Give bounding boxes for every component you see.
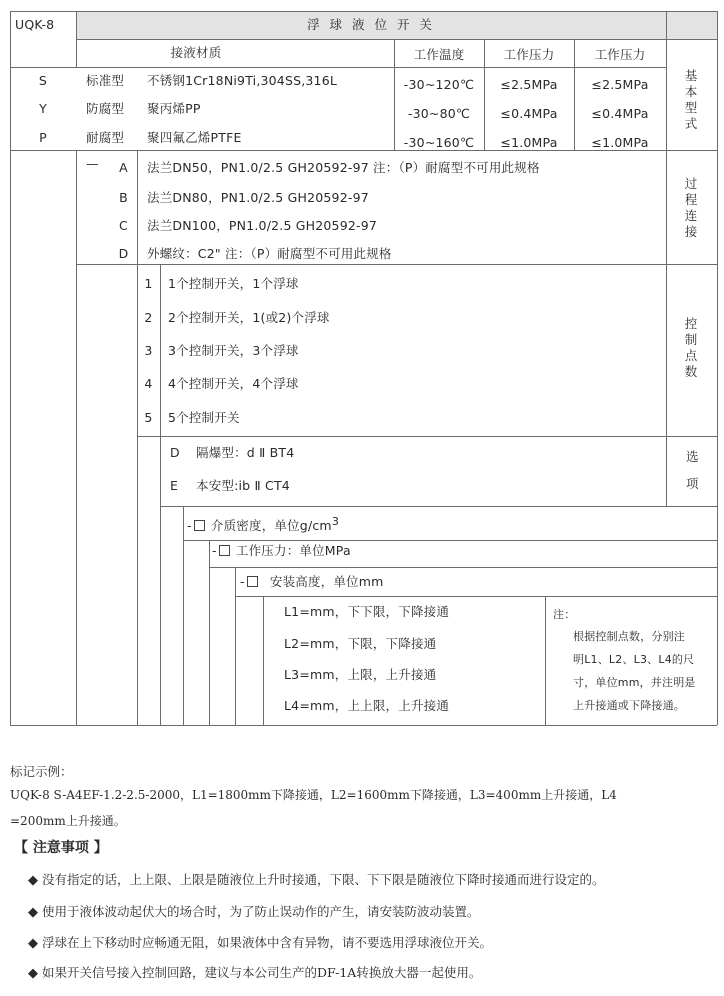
basic-p2-p: ≤1.0MPa [591,135,649,150]
basic-p1-y: ≤0.4MPa [500,106,558,121]
basic-p2-y: ≤0.4MPa [591,106,649,121]
process-code-a: A [119,160,128,175]
process-text-a: 法兰DN50，PN1.0/2.5 GH20592-97 注：（P）耐腐型不可用此规格 [147,160,540,175]
basic-code-y: Y [39,101,47,116]
model-code: UQK-8 [15,17,55,32]
pressure-box [219,545,230,556]
example-line-1: UQK-8 S-A4EF-1.2-2.5-2000，L1=1800mm下降接通，L2=1600mm下降接通，L3=400mm上升接通，L4 [10,788,617,802]
basic-material-s: 不锈钢1Cr18Ni9Ti,304SS,316L [147,73,338,88]
option-text-d: 隔爆型：d Ⅱ BT4 [196,445,295,460]
density-row [187,514,339,534]
option-text-e: 本安型:ib Ⅱ CT4 [196,478,290,493]
header-pressure-1: 工作压力 [503,47,555,62]
basic-temp-s: -30~120℃ [403,77,475,92]
note-item-4 [28,964,481,983]
control-code-3: 3 [144,343,153,358]
example-line-2: =200mm上升接通。 [10,814,126,828]
density-sup: 3 [331,515,340,528]
note-item-1 [28,871,605,890]
density-text: 介质密度，单位g/cm [210,518,332,534]
control-label: 控制点数 [684,316,698,379]
basic-type-label: 基本型式 [684,68,698,131]
example-title: 标记示例： [10,764,73,779]
level-note-title: 注： [553,608,576,621]
basic-name-s: 标准型 [86,73,125,88]
basic-p1-p: ≤1.0MPa [500,135,558,150]
pressure-prefix: - [212,543,217,558]
process-code-c: C [119,218,128,233]
level-note-line-1: 根据控制点数，分别注 [573,630,685,643]
process-label: 过程连接 [684,176,698,239]
height-box [247,576,258,587]
header-temp: 工作温度 [413,47,465,62]
note-text-3: 浮球在上下移动时应畅通无阻，如果液体中含有异物，请不要选用浮球液位开关。 [42,935,493,950]
process-code-b: B [119,190,128,205]
basic-p1-s: ≤2.5MPa [500,77,558,92]
process-text-c: 法兰DN100，PN1.0/2.5 GH20592-97 [147,218,378,233]
basic-temp-y: -30~80℃ [407,106,471,121]
control-code-5: 5 [144,410,153,425]
basic-temp-p: -30~160℃ [403,135,475,150]
control-text-3: 3个控制开关，3个浮球 [168,343,299,358]
basic-material-p: 聚四氟乙烯PTFE [147,130,242,145]
level-note-line-3: 寸，单位mm，并注明是 [573,676,696,689]
process-dash: — [86,156,99,171]
level-l2: L2=mm，下限，下降接通 [284,636,437,651]
diamond-bullet-icon: ◆ [28,966,38,981]
header-material: 接液材质 [170,45,222,60]
height-prefix: - [240,574,245,589]
diamond-bullet-icon: ◆ [28,873,38,888]
control-text-1: 1个控制开关，1个浮球 [168,276,299,291]
control-code-4: 4 [144,376,153,391]
note-text-2: 使用于液体波动起伏大的场合时，为了防止误动作的产生，请安装防波动装置。 [42,904,480,919]
density-prefix: - [187,518,192,534]
basic-material-y: 聚丙烯PP [147,101,201,116]
height-row [240,574,384,590]
control-code-1: 1 [144,276,153,291]
control-text-2: 2个控制开关，1(或2)个浮球 [168,310,330,325]
basic-code-p: P [39,130,47,145]
option-code-e: E [170,478,179,493]
process-code-d: D [118,246,129,261]
control-text-5: 5个控制开关 [168,410,240,425]
option-code-d: D [170,445,180,460]
basic-name-p: 耐腐型 [86,130,125,145]
level-note-line-4: 上升接通或下降接通。 [573,699,685,712]
note-text-4: 如果开关信号接入控制回路，建议与本公司生产的DF-1A转换放大器一起使用。 [42,965,482,980]
diamond-bullet-icon: ◆ [28,936,38,951]
diamond-bullet-icon: ◆ [28,905,38,920]
process-text-d: 外螺纹：C2" 注：（P）耐腐型不可用此规格 [147,246,392,261]
note-text-1: 没有指定的话，上上限、上限是随液位上升时接通，下限、下下限是随液位下降时接通而进行设定的。 [42,872,605,887]
control-text-4: 4个控制开关，4个浮球 [168,376,299,391]
height-text: 安装高度，单位mm [269,574,384,589]
basic-code-s: S [38,73,48,88]
basic-p2-s: ≤2.5MPa [591,77,649,92]
table-title: 浮 球 液 位 开 关 [307,17,435,32]
level-l4: L4=mm，上上限，上升接通 [284,698,450,713]
notes-heading: 【 注意事项 】 [14,840,108,856]
level-l3: L3=mm，上限，上升接通 [284,667,437,682]
pressure-row [212,543,351,559]
pressure-text: 工作压力：单位MPa [235,543,351,558]
process-text-b: 法兰DN80，PN1.0/2.5 GH20592-97 [147,190,369,205]
header-pressure-2: 工作压力 [594,47,646,62]
control-code-2: 2 [144,310,153,325]
options-label-1: 选 [686,449,699,464]
level-l1: L1=mm，下下限，下降接通 [284,604,450,619]
level-note-line-2: 明L1、L2、L3、L4的尺 [573,653,695,666]
density-box [194,520,205,531]
options-label-2: 项 [686,476,699,491]
note-item-2 [28,903,480,922]
note-item-3 [28,934,492,953]
basic-name-y: 防腐型 [86,101,125,116]
